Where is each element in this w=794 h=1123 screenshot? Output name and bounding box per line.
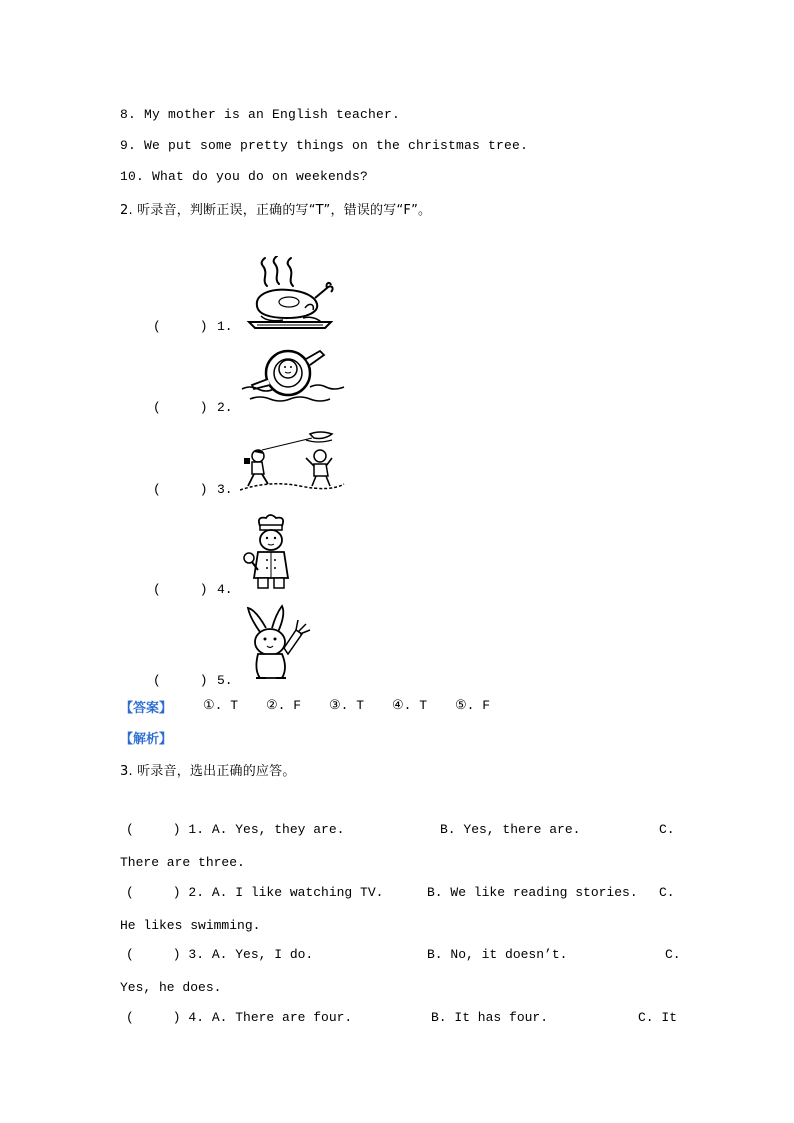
chef-boy-icon bbox=[240, 512, 302, 592]
q3-row2-c: C. bbox=[659, 885, 675, 900]
item3-num: 3. bbox=[217, 482, 233, 497]
answer-label: 【答案】 bbox=[120, 701, 173, 716]
q3-row1-b: B. Yes, there are. bbox=[440, 822, 581, 837]
q3-row3-cont: Yes, he does. bbox=[120, 980, 222, 995]
item5-num: 5. bbox=[217, 673, 233, 688]
q3-row3-c: C. bbox=[665, 947, 681, 962]
item1-num: 1. bbox=[217, 319, 233, 334]
q3-row2-line: ( ) 2. A. I like watching TV. bbox=[126, 885, 384, 900]
q3-row4-c: C. It bbox=[638, 1010, 678, 1025]
q3-row3-b: B. No, it doesn’t. bbox=[427, 947, 568, 962]
sentence-9: 9. We put some pretty things on the christmas tree. bbox=[120, 138, 529, 153]
analysis-label: 【解析】 bbox=[120, 732, 173, 747]
rabbit-carrot-icon bbox=[240, 604, 312, 684]
section2-title: 2. 听录音，判断正误，正确的写“T”，错误的写“F”。 bbox=[120, 203, 432, 218]
answer-4: ④. T bbox=[392, 698, 428, 713]
q3-row4-b: B. It has four. bbox=[431, 1010, 549, 1025]
section3-title: 3. 听录音，选出正确的应答。 bbox=[120, 764, 296, 779]
kite-flying-kids-icon bbox=[240, 428, 345, 494]
answer-5: ⑤. F bbox=[455, 698, 491, 713]
q3-row1-line: ( ) 1. A. Yes, they are. bbox=[126, 822, 345, 837]
sentence-8: 8. My mother is an English teacher. bbox=[120, 107, 401, 122]
q3-row1-c: C. bbox=[659, 822, 675, 837]
q3-row3-line: ( ) 3. A. Yes, I do. bbox=[126, 947, 314, 962]
item2-bracket: ( ) bbox=[153, 400, 208, 415]
answer-1: ①. T bbox=[203, 698, 239, 713]
item4-bracket: ( ) bbox=[153, 582, 208, 597]
roast-chicken-icon bbox=[243, 256, 338, 332]
answer-3: ③. T bbox=[329, 698, 365, 713]
item3-bracket: ( ) bbox=[153, 482, 208, 497]
q3-row4-line: ( ) 4. A. There are four. bbox=[126, 1010, 353, 1025]
item2-num: 2. bbox=[217, 400, 233, 415]
q3-row1-cont: There are three. bbox=[120, 855, 245, 870]
item5-bracket: ( ) bbox=[153, 673, 208, 688]
item1-bracket: ( ) bbox=[153, 319, 208, 334]
swimming-child-icon bbox=[240, 345, 350, 407]
item4-num: 4. bbox=[217, 582, 233, 597]
answer-2: ②. F bbox=[266, 698, 302, 713]
sentence-10: 10. What do you do on weekends? bbox=[120, 169, 369, 184]
q3-row2-cont: He likes swimming. bbox=[120, 918, 261, 933]
q3-row2-b: B. We like reading stories. bbox=[427, 885, 638, 900]
